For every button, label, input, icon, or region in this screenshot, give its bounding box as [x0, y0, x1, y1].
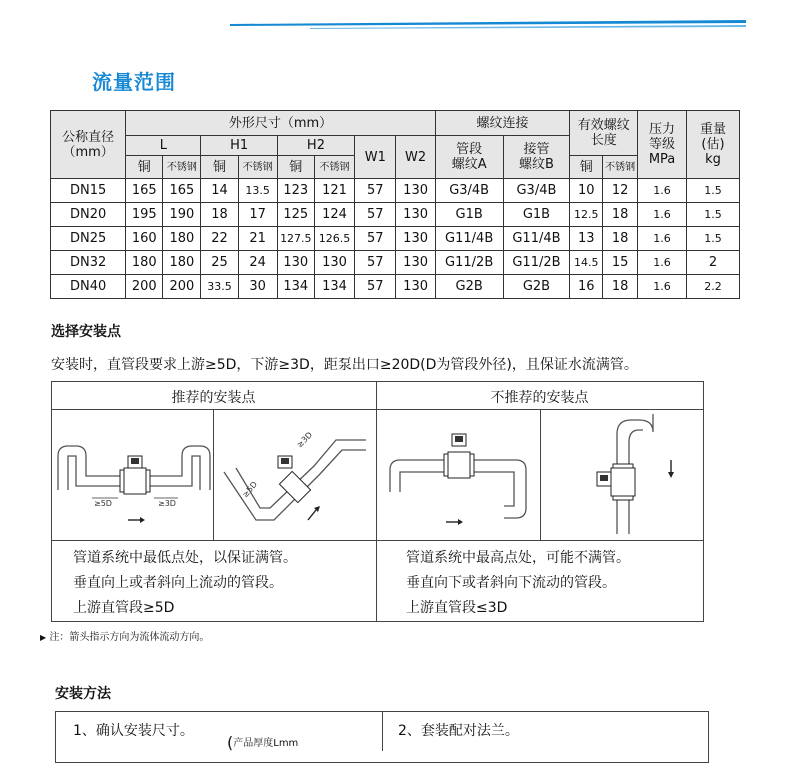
table-cell: 1.6: [638, 179, 687, 203]
diagram-downward-flow: [543, 412, 701, 538]
header-W2: W2: [396, 136, 435, 179]
table-cell: 14.5: [570, 251, 603, 275]
table-cell: 30: [238, 275, 277, 299]
table-cell: 18: [201, 203, 238, 227]
step-1: 1、确认安装尺寸。: [73, 723, 194, 739]
table-cell: 14: [201, 179, 238, 203]
table-cell: 134: [277, 275, 314, 299]
table-row: [51, 203, 740, 227]
table-cell: 2: [686, 251, 739, 275]
table-cell: 123: [277, 179, 314, 203]
table-row: [51, 227, 740, 251]
table-cell: 12.5: [570, 203, 603, 227]
header-effective-length: 有效螺纹 长度: [570, 111, 638, 156]
table-cell: 57: [355, 227, 396, 251]
install-method-title: 安装方法: [55, 686, 111, 702]
section-title: 流量范围: [92, 70, 176, 94]
table-cell: 25: [201, 251, 238, 275]
table-cell: 165: [126, 179, 163, 203]
header-dimensions: 外形尺寸（mm）: [126, 111, 436, 136]
table-cell: 134: [314, 275, 354, 299]
table-cell: 15: [603, 251, 638, 275]
table-cell: 1.6: [638, 251, 687, 275]
header-steel: 不锈钢: [314, 156, 354, 179]
table-row: [51, 251, 740, 275]
table-cell: 124: [314, 203, 354, 227]
diagram-lowest-point: [54, 412, 212, 538]
not-recommended-label: 不推荐的安装点: [490, 390, 589, 406]
table-cell: G2B: [503, 275, 570, 299]
table-cell: 57: [355, 179, 396, 203]
recommended-label: 推荐的安装点: [171, 390, 256, 406]
header-H1: H1: [201, 136, 277, 156]
header-W1: W1: [355, 136, 396, 179]
header-H2: H2: [277, 136, 354, 156]
diagram-highest-point: [380, 412, 538, 538]
table-cell: 16: [570, 275, 603, 299]
step-2: 2、套装配对法兰。: [398, 723, 519, 739]
table-cell: 2.2: [686, 275, 739, 299]
table-cell: 13.5: [238, 179, 277, 203]
table-cell: 180: [163, 227, 201, 251]
label-5d: ≥5D: [94, 499, 112, 508]
header-thread: 螺纹连接: [435, 111, 570, 136]
table-cell: 200: [126, 275, 163, 299]
table-cell: G11/2B: [435, 251, 503, 275]
table-cell: 22: [201, 227, 238, 251]
header-steel: 不锈钢: [238, 156, 277, 179]
table-cell: 180: [126, 251, 163, 275]
triangle-bullet-icon: ▶: [40, 633, 47, 642]
table-cell: 180: [163, 251, 201, 275]
table-cell: 18: [603, 227, 638, 251]
label-5d: ≥5D: [240, 479, 260, 500]
table-cell: 165: [163, 179, 201, 203]
table-row: [51, 275, 740, 299]
table-cell: DN40: [51, 275, 126, 299]
table-cell: 1.5: [686, 203, 739, 227]
table-cell: 160: [126, 227, 163, 251]
table-cell: DN32: [51, 251, 126, 275]
header-copper: 铜: [570, 156, 603, 179]
table-row: [51, 179, 740, 203]
header-copper: 铜: [126, 156, 163, 179]
table-cell: G1B: [435, 203, 503, 227]
table-cell: 121: [314, 179, 354, 203]
flow-arrow-icon: [140, 517, 145, 523]
table-cell: 130: [277, 251, 314, 275]
flow-direction-note: ▶ 注：箭头指示方向为流体流动方向。: [40, 632, 210, 643]
table-cell: G11/4B: [435, 227, 503, 251]
table-cell: 12: [603, 179, 638, 203]
header-steel: 不锈钢: [163, 156, 201, 179]
table-cell: 195: [126, 203, 163, 227]
header-steel: 不锈钢: [603, 156, 638, 179]
table-cell: 1.6: [638, 275, 687, 299]
table-cell: 130: [396, 179, 435, 203]
table-cell: 13: [570, 227, 603, 251]
flow-arrow-icon: [668, 472, 674, 478]
table-cell: DN20: [51, 203, 126, 227]
table-cell: G3/4B: [435, 179, 503, 203]
table-cell: 10: [570, 179, 603, 203]
table-cell: 200: [163, 275, 201, 299]
table-cell: 21: [238, 227, 277, 251]
install-point-title: 选择安装点: [51, 324, 121, 340]
header-pipe-thread: 管段 螺纹A: [435, 136, 503, 179]
table-cell: G3/4B: [503, 179, 570, 203]
label-3d: ≥3D: [295, 430, 315, 450]
table-cell: 130: [314, 251, 354, 275]
diagram-upward-flow: [216, 412, 374, 538]
table-cell: 57: [355, 203, 396, 227]
table-cell: 130: [396, 275, 435, 299]
table-cell: 127.5: [277, 227, 314, 251]
table-cell: 1.6: [638, 203, 687, 227]
header-L: L: [126, 136, 201, 156]
table-cell: 18: [603, 203, 638, 227]
table-cell: 24: [238, 251, 277, 275]
product-thickness-label: (产品厚度Lmm: [227, 733, 299, 752]
table-cell: 57: [355, 275, 396, 299]
table-cell: 1.6: [638, 227, 687, 251]
table-cell: G11/2B: [503, 251, 570, 275]
header-weight: 重量 (估) kg: [686, 111, 739, 179]
install-point-desc: 安装时，直管段要求上游≥5D，下游≥3D，距泵出口≥20D(D为管段外径)，且保证水流满管。: [51, 357, 638, 373]
table-cell: 33.5: [201, 275, 238, 299]
label-3d: ≥3D: [158, 499, 176, 508]
header-joint-thread: 接管 螺纹B: [503, 136, 570, 179]
not-recommended-notes: 管道系统中最高点处，可能不满管。 垂直向下或者斜向下流动的管段。 上游直管段≤3D: [406, 550, 630, 616]
table-cell: 1.5: [686, 227, 739, 251]
table-cell: 190: [163, 203, 201, 227]
header-copper: 铜: [201, 156, 238, 179]
table-cell: 126.5: [314, 227, 354, 251]
table-cell: 1.5: [686, 179, 739, 203]
header-decoration-line: [230, 20, 746, 30]
flow-arrow-icon: [458, 519, 463, 525]
table-cell: 130: [396, 203, 435, 227]
table-cell: DN15: [51, 179, 126, 203]
recommended-notes: 管道系统中最低点处，以保证满管。 垂直向上或者斜向上流动的管段。 上游直管段≥5D: [73, 550, 297, 616]
header-nominal-diameter: 公称直径 （mm）: [51, 111, 126, 179]
spec-table: [50, 110, 740, 299]
table-cell: 57: [355, 251, 396, 275]
table-cell: G11/4B: [503, 227, 570, 251]
header-pressure: 压力 等级 MPa: [638, 111, 687, 179]
table-cell: G2B: [435, 275, 503, 299]
table-cell: G1B: [503, 203, 570, 227]
table-cell: 125: [277, 203, 314, 227]
header-copper: 铜: [277, 156, 314, 179]
table-cell: 130: [396, 227, 435, 251]
table-cell: 18: [603, 275, 638, 299]
table-cell: 130: [396, 251, 435, 275]
table-cell: 17: [238, 203, 277, 227]
table-cell: DN25: [51, 227, 126, 251]
